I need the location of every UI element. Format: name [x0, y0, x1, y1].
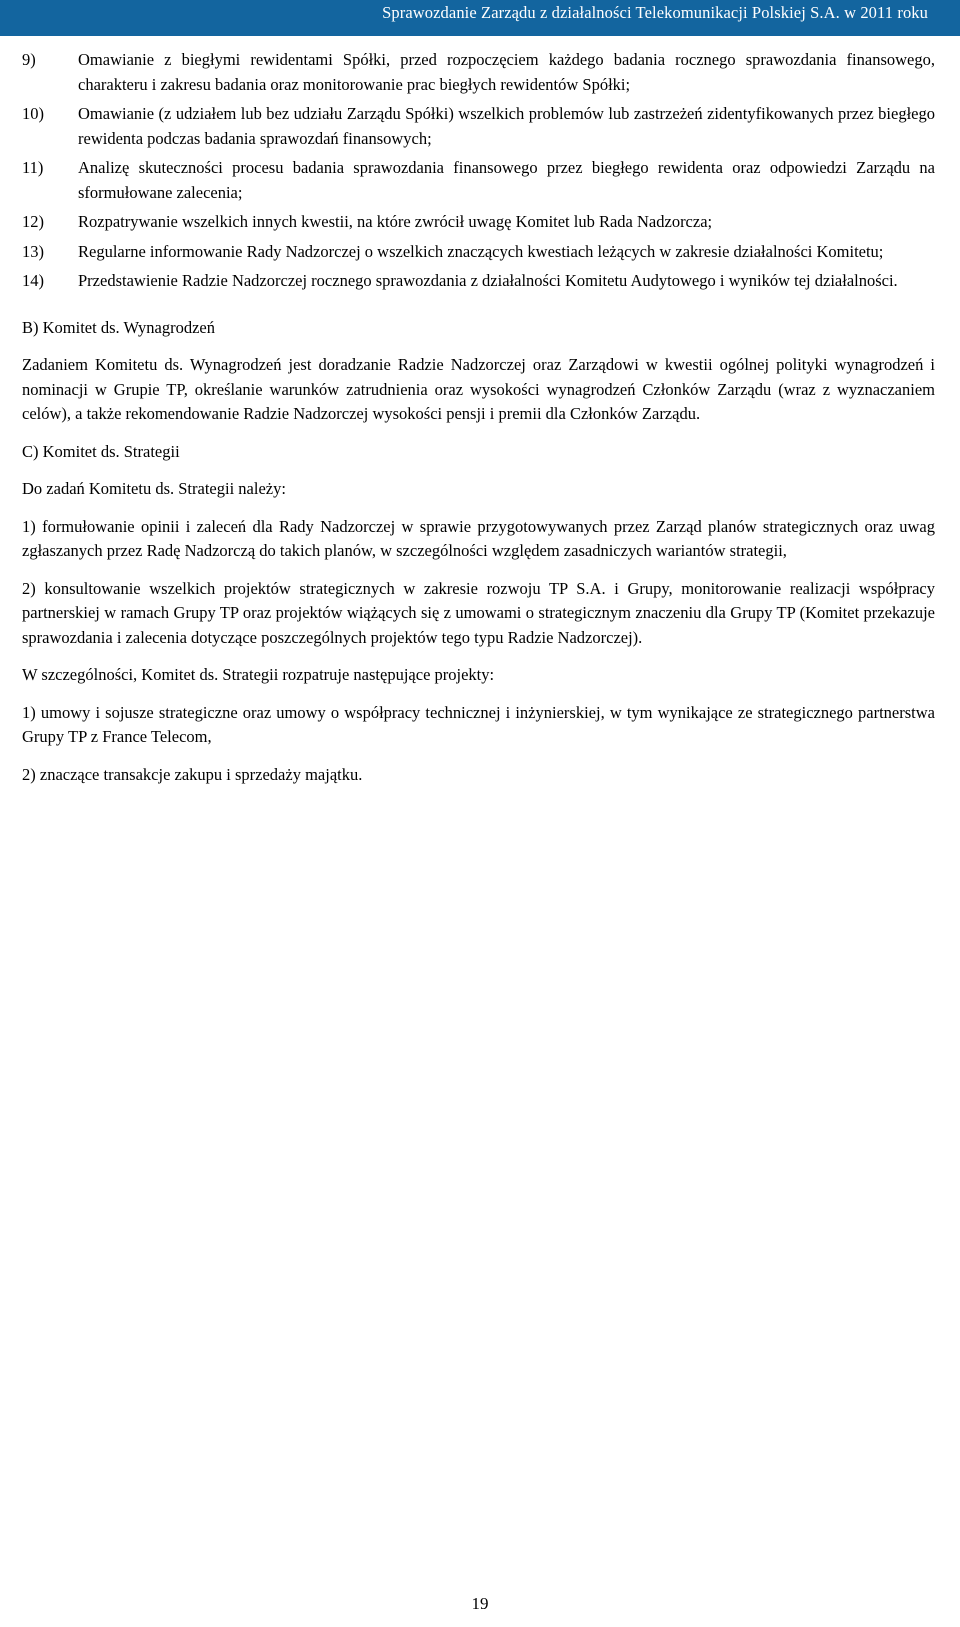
list-item-number: 14) [22, 271, 44, 290]
list-item [22, 156, 935, 205]
list-item-number: 12) [22, 212, 44, 231]
section-c-project-2: 2) znaczące transakcje zakupu i sprzedaży majątku. [22, 764, 363, 784]
list-item [22, 48, 935, 97]
running-header [0, 0, 960, 36]
section-c-intro: Do zadań Komitetu ds. Strategii należy: [22, 479, 286, 498]
page-number: 19 [471, 1594, 489, 1613]
list-item-text: Omawianie (z udziałem lub bez udziału Zarządu Spółki) wszelkich problemów lub zastrzeżeń zidentyfikowanych przez biegłego rewidenta podczas badania sprawozdań finansowych; [78, 104, 935, 148]
list-item-number: 13) [22, 241, 44, 261]
section-c-projects-intro: W szczególności, Komitet ds. Strategii rozpatruje następujące projekty: [22, 665, 495, 684]
section-b-heading: B) Komitet ds. Wynagrodzeń [22, 317, 215, 337]
list-item-text: Przedstawienie Radzie Nadzorczej rocznego sprawozdania z działalności Komitetu Audytowego i wyników tej działalności. [78, 271, 898, 290]
list-item-number: 11) [22, 158, 44, 177]
list-item-text: Omawianie z biegłymi rewidentami Spółki, przed rozpoczęciem każdego badania rocznego sprawozdania finansowego, charakteru i zakresu badania oraz monitorowanie prac biegłych rewidentów Spółki; [78, 50, 935, 94]
document-body [22, 48, 935, 787]
section-c-task-1: 1) formułowanie opinii i zaleceń dla Rady Nadzorczej w sprawie przygotowywanych przez Zarząd planów strategicznych oraz uwag zgłaszanych przez Radę Nadzorczą do takich planów, w szczególności względem zasadniczych wariantów strategii, [22, 516, 935, 560]
list-item-number: 10) [22, 104, 44, 123]
header-title: Sprawozdanie Zarządu z działalności Telekomunikacji Polskiej S.A. w 2011 roku [382, 3, 928, 22]
section-c-task-2: 2) konsultowanie wszelkich projektów strategicznych w zakresie rozwoju TP S.A. i Grupy, monitorowanie realizacji współpracy partnerskiej w ramach Grupy TP oraz projektów wiążących się z umowami o strategicznym znaczeniu dla Grupy TP (Komitet przekazuje sprawozdania i zalecenia dotyczące poszczególnych projektów tego typu Radzie Nadzorczej). [22, 578, 935, 647]
section-c-heading: C) Komitet ds. Strategii [22, 441, 180, 461]
list-item [22, 102, 935, 151]
list-item-number: 9) [22, 50, 36, 69]
list-item [22, 269, 935, 294]
list-item-text: Rozpatrywanie wszelkich innych kwestii, na które zwrócił uwagę Komitet lub Rada Nadzorcza; [78, 212, 713, 231]
list-item-text: Analizę skuteczności procesu badania sprawozdania finansowego przez biegłego rewidenta oraz odpowiedzi Zarządu na sformułowane zalecenia; [78, 158, 935, 202]
audit-committee-task-list [22, 48, 935, 294]
section-c-project-1: 1) umowy i sojusze strategiczne oraz umowy o współpracy technicznej i inżynierskiej, w tym wynikające ze strategicznego partnerstwa Grupy TP z France Telecom, [22, 702, 935, 746]
list-item [22, 210, 935, 235]
list-item [22, 240, 935, 265]
list-item-text: Regularne informowanie Rady Nadzorczej o wszelkich znaczących kwestiach leżących w zakresie działalności Komitetu; [78, 241, 884, 261]
section-b-body: Zadaniem Komitetu ds. Wynagrodzeń jest doradzanie Radzie Nadzorczej oraz Zarządowi w kwestii ogólnej polityki wynagrodzeń i nominacji w Grupie TP, określanie warunków zatrudnienia oraz wysokości wynagrodzeń Członków Zarządu (wraz z wyznaczaniem celów), a także rekomendowanie Radzie Nadzorczej wysokości pensji i premii dla Członków Zarządu. [22, 355, 935, 423]
